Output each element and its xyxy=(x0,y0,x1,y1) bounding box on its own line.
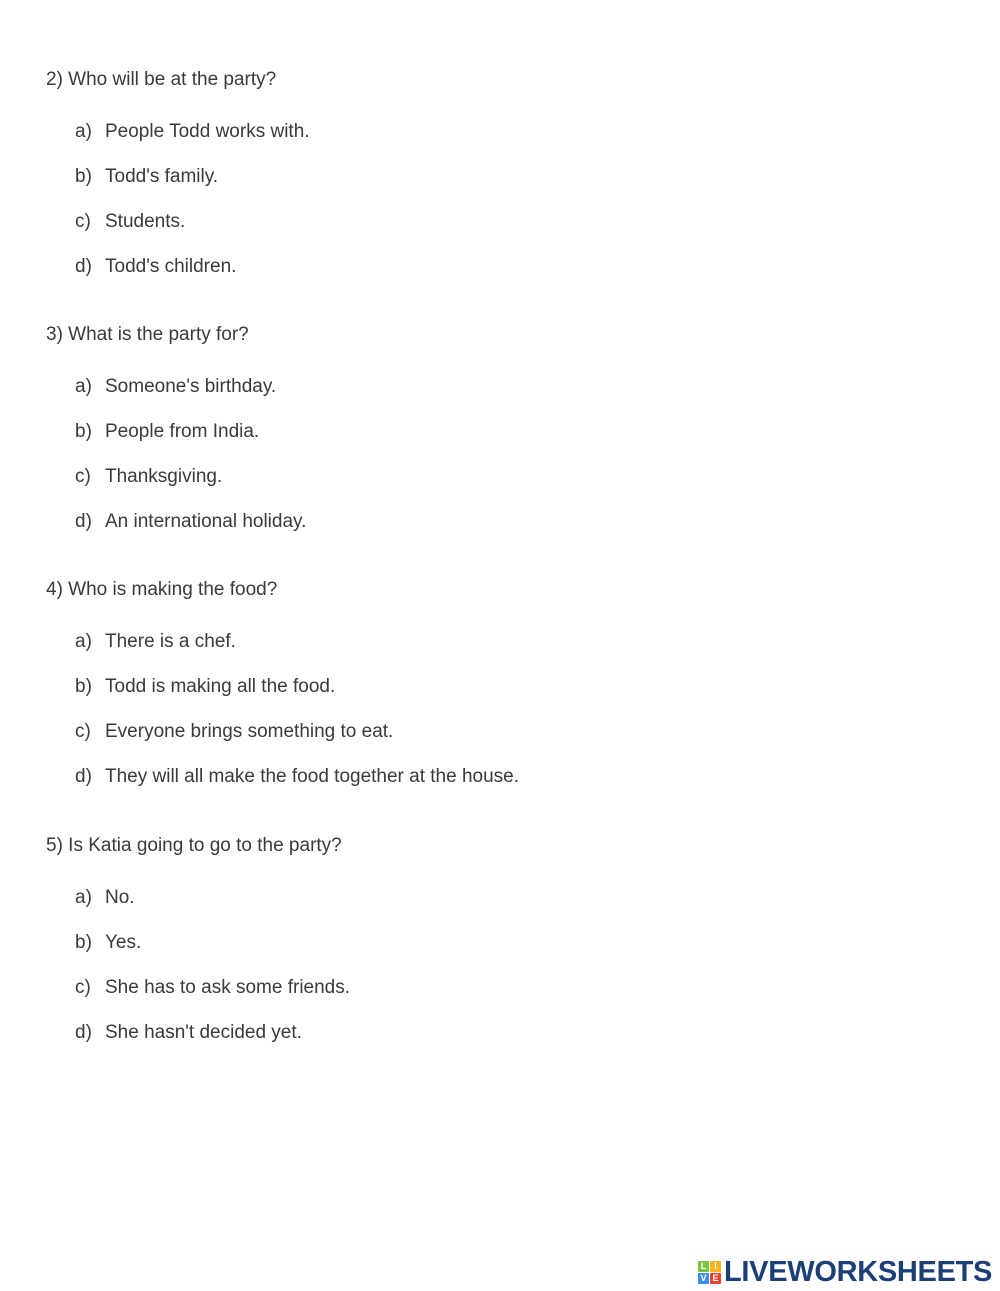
option-letter: d) xyxy=(75,766,92,787)
option-text: No. xyxy=(105,887,135,908)
answer-option[interactable] xyxy=(75,721,393,743)
option-letter: d) xyxy=(75,1022,92,1043)
logo-block: E xyxy=(710,1273,721,1284)
option-letter: a) xyxy=(75,376,92,397)
option-letter: a) xyxy=(75,887,92,908)
answer-option[interactable] xyxy=(75,211,185,233)
option-text: People from India. xyxy=(105,421,260,442)
option-text: Todd's children. xyxy=(105,256,237,277)
option-text: People Todd works with. xyxy=(105,121,310,142)
answer-option[interactable] xyxy=(75,932,141,954)
option-text: She has to ask some friends. xyxy=(105,977,351,998)
answer-option[interactable] xyxy=(75,376,276,398)
logo-blocks-icon xyxy=(698,1261,721,1284)
answer-option[interactable] xyxy=(75,887,135,909)
option-letter: a) xyxy=(75,121,92,142)
option-text: They will all make the food together at the house. xyxy=(105,766,520,787)
answer-option[interactable] xyxy=(75,421,259,443)
answer-option[interactable] xyxy=(75,466,222,488)
option-letter: c) xyxy=(75,721,91,742)
answer-option[interactable] xyxy=(75,166,218,188)
answer-option[interactable] xyxy=(75,631,236,653)
answer-option[interactable] xyxy=(75,766,519,788)
question-text: 5) Is Katia going to go to the party? xyxy=(46,835,342,856)
option-letter: a) xyxy=(75,631,92,652)
question-text: 3) What is the party for? xyxy=(46,324,249,345)
liveworksheets-logo xyxy=(698,1256,992,1289)
logo-block: V xyxy=(698,1273,709,1284)
option-text: Thanksgiving. xyxy=(105,466,223,487)
option-text: Students. xyxy=(105,211,186,232)
option-letter: b) xyxy=(75,421,92,442)
option-text: Todd is making all the food. xyxy=(105,676,336,697)
logo-block: I xyxy=(710,1261,721,1272)
option-letter: b) xyxy=(75,166,92,187)
answer-option[interactable] xyxy=(75,121,310,143)
logo-block: L xyxy=(698,1261,709,1272)
option-letter: c) xyxy=(75,977,91,998)
option-text: Yes. xyxy=(105,932,142,953)
option-letter: d) xyxy=(75,256,92,277)
option-letter: c) xyxy=(75,211,91,232)
option-letter: d) xyxy=(75,511,92,532)
answer-option[interactable] xyxy=(75,977,350,999)
logo-text: LIVEWORKSHEETS xyxy=(724,1256,993,1288)
answer-option[interactable] xyxy=(75,676,335,698)
option-text: Todd's family. xyxy=(105,166,219,187)
option-letter: c) xyxy=(75,466,91,487)
option-text: She hasn't decided yet. xyxy=(105,1022,302,1043)
question-text: 2) Who will be at the party? xyxy=(46,69,277,90)
answer-option[interactable] xyxy=(75,256,236,278)
question-text: 4) Who is making the food? xyxy=(46,579,278,600)
answer-option[interactable] xyxy=(75,511,306,533)
option-letter: b) xyxy=(75,932,92,953)
option-text: Everyone brings something to eat. xyxy=(105,721,394,742)
answer-option[interactable] xyxy=(75,1022,302,1044)
option-text: An international holiday. xyxy=(105,511,307,532)
option-letter: b) xyxy=(75,676,92,697)
option-text: There is a chef. xyxy=(105,631,236,652)
option-text: Someone's birthday. xyxy=(105,376,277,397)
